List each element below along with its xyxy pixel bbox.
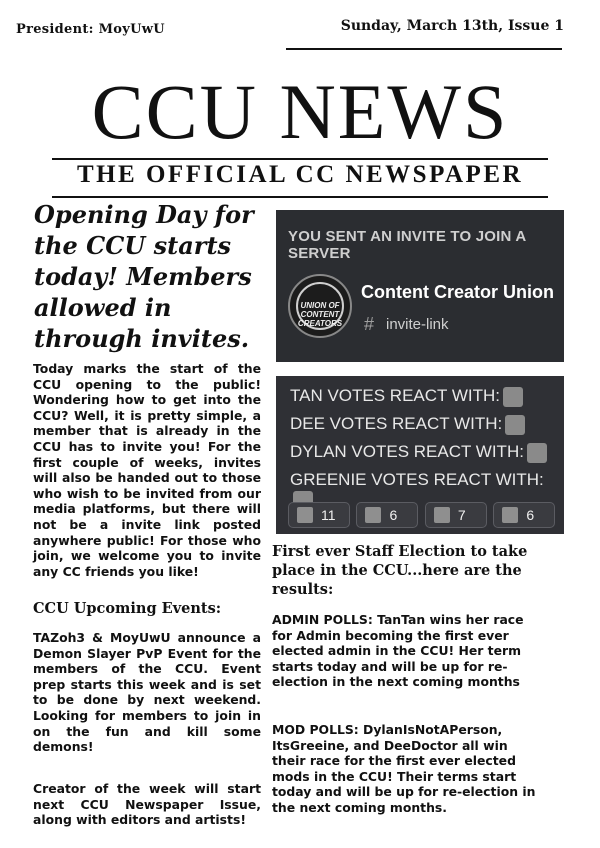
events-heading: CCU Upcoming Events: bbox=[33, 600, 222, 617]
channel-hash-icon: # bbox=[364, 314, 375, 334]
vote-label: DYLAN VOTES REACT WITH: bbox=[290, 442, 524, 461]
server-name: Content Creator Union bbox=[361, 282, 554, 302]
logo-text: UNION OF CONTENT CREATORS bbox=[297, 301, 343, 328]
president-line: President: MoyUwU bbox=[16, 22, 165, 37]
reaction-emoji-icon bbox=[502, 507, 518, 523]
reaction-box-icon bbox=[505, 415, 525, 435]
reaction-chip[interactable] bbox=[288, 502, 350, 528]
votes-screenshot bbox=[276, 376, 564, 534]
reaction-box-icon bbox=[503, 387, 523, 407]
reaction-emoji-icon bbox=[297, 507, 313, 523]
subtitle-divider bbox=[52, 196, 548, 198]
election-heading: First ever Staff Election to take place in the CCU...here are the results: bbox=[272, 543, 528, 598]
reaction-chip[interactable] bbox=[425, 502, 487, 528]
invite-screenshot bbox=[276, 210, 564, 362]
invite-header: YOU SENT AN INVITE TO JOIN A SERVER bbox=[288, 228, 526, 262]
reaction-count: 11 bbox=[321, 507, 336, 523]
admin-polls-paragraph: ADMIN POLLS: TanTan wins her race for Admin becoming the first ever elected admin in the CCU! Her term starts today and will be up for re-election in the next coming months bbox=[272, 612, 524, 690]
reaction-chip[interactable] bbox=[356, 502, 418, 528]
reaction-count: 6 bbox=[526, 507, 535, 523]
vote-row-dee bbox=[290, 414, 525, 435]
masthead-divider bbox=[52, 158, 548, 160]
reaction-emoji-icon bbox=[434, 507, 450, 523]
mod-polls-paragraph: MOD POLLS: DylanIsNotAPerson, ItsGreeine, and DeeDoctor all win their race for the first ever elected mods in the CCU! Their terms start today and will be up for re-election in the next coming months. bbox=[272, 722, 536, 815]
vote-row-dylan bbox=[290, 442, 547, 463]
channel-name: invite-link bbox=[386, 316, 449, 333]
reaction-count: 7 bbox=[457, 507, 466, 523]
lead-story-body: Today marks the start of the CCU opening to the public! Wondering how to get into the CCU? Well, it is pretty simple, a member that is already in the CCU has to invite you! For the first couple of weeks, invites will also be handed out to those who wish to be invited from our media platforms, but there will not be a invite link posted anywhere public! For those who join, we welcome you to invite any CC friends you like! bbox=[33, 361, 261, 579]
issue-date: Sunday, March 13th, Issue 1 bbox=[340, 18, 564, 34]
reaction-emoji-icon bbox=[365, 507, 381, 523]
events-paragraph: TAZoh3 & MoyUwU announce a Demon Slayer PvP Event for the members of the CCU. Event prep starts this week and is set to be done by next weekend. Looking for members to join in on the fun and kill some demons! bbox=[33, 630, 261, 755]
reaction-counts bbox=[288, 502, 557, 533]
vote-label: DEE VOTES REACT WITH: bbox=[290, 414, 503, 433]
reaction-box-icon bbox=[527, 443, 547, 463]
vote-label: GREENIE VOTES REACT WITH: bbox=[290, 470, 544, 489]
vote-row-tan bbox=[290, 386, 523, 407]
newspaper-title: CCU NEWS bbox=[91, 68, 509, 155]
reaction-count: 6 bbox=[389, 507, 398, 523]
creator-week-paragraph: Creator of the week will start next CCU Newspaper Issue, along with editors and artists! bbox=[33, 781, 261, 828]
top-divider bbox=[286, 48, 562, 50]
lead-headline: Opening Day for the CCU starts today! Members allowed in through invites. bbox=[34, 200, 254, 353]
reaction-chip[interactable] bbox=[493, 502, 555, 528]
newspaper-subtitle: THE OFFICIAL CC NEWSPAPER bbox=[76, 161, 524, 188]
vote-label: TAN VOTES REACT WITH: bbox=[290, 386, 500, 405]
ccu-logo-icon bbox=[288, 274, 352, 338]
